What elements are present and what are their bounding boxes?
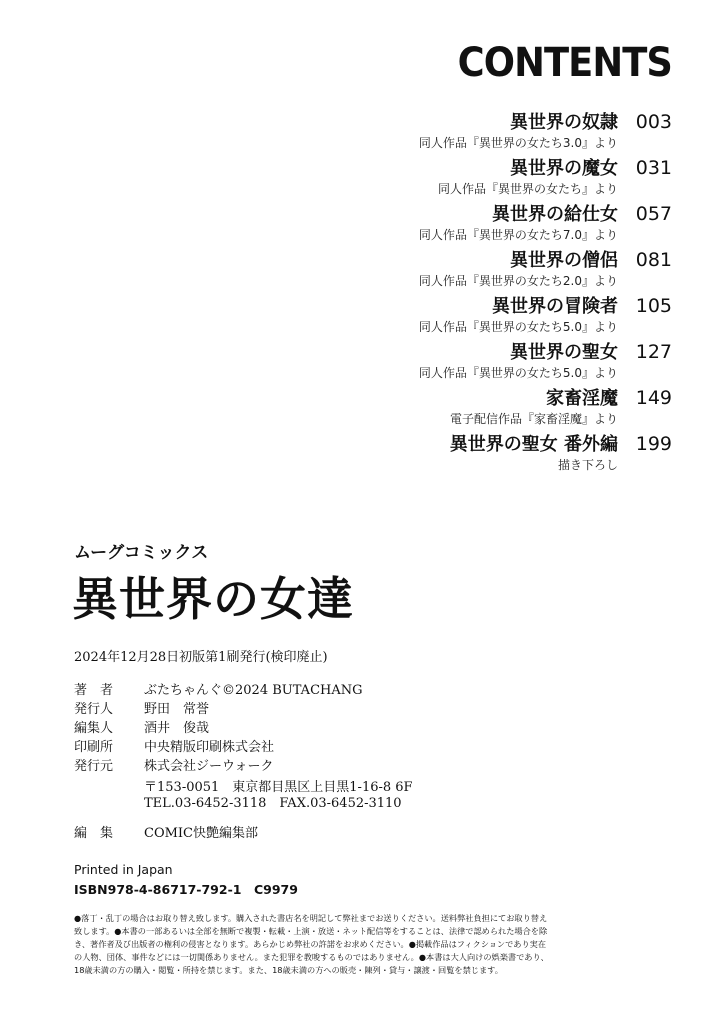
toc-title: 異世界の僧侶	[510, 250, 618, 271]
credit-role: 印刷所	[74, 740, 114, 755]
toc-page-number: 057	[635, 203, 672, 225]
credit-value: 野田 常誉	[144, 702, 210, 717]
legal-notice: ●落丁・乱丁の場合はお取り替え致します。購入された書店名を明記して弊社までお送りください。送料弊社負担にてお取り替え致します。●本書の一部あるいは全部を無断で複製・転載・上演・放送・ネット配信等をすることは、法律で認められた場合を除き、著作者及び出版者の権利の侵害となります。あらかじめ弊社の許諾をお求めください。●掲載作品はフィクションであり実在の人物、団体、事件などには一切関係ありません。また犯罪を教唆するものではありません。●本書は大人向けの娯楽書であり、18歳未満の方の購入・閲覧・所持を禁じます。また、18歳未満の方への販売・陳列・貸与・譲渡・回覧を禁じます。	[74, 913, 549, 975]
toc-source: 描き下ろし	[557, 458, 618, 472]
toc-entry	[252, 154, 672, 200]
toc-source: 同人作品『異世界の女たち7.0』より	[418, 228, 618, 242]
toc-title: 異世界の聖女	[510, 342, 618, 363]
toc-source: 同人作品『異世界の女たち』より	[437, 182, 618, 196]
credit-role: 編集人	[74, 721, 114, 736]
credit-role: 発行人	[74, 702, 114, 717]
colophon	[74, 646, 413, 841]
toc-source: 同人作品『異世界の女たち5.0』より	[418, 366, 618, 380]
credit-row	[74, 717, 413, 736]
table-of-contents	[252, 108, 672, 476]
printed-in: Printed in Japan	[74, 862, 173, 877]
toc-entry	[252, 430, 672, 476]
toc-page-number: 081	[635, 249, 672, 271]
credit-role: 発行元	[74, 759, 114, 774]
credit-role: 著 者	[74, 683, 114, 698]
toc-page-number: 003	[635, 111, 672, 133]
toc-title: 異世界の奴隷	[510, 112, 618, 133]
credit-role: 編 集	[74, 826, 114, 841]
toc-entry	[252, 292, 672, 338]
publication-date: 2024年12月28日初版第1刷発行(検印廃止)	[74, 650, 328, 665]
toc-page-number: 031	[635, 157, 672, 179]
toc-title: 異世界の聖女 番外編	[449, 434, 618, 455]
publisher-address	[144, 780, 413, 812]
toc-page-number: 149	[635, 387, 672, 409]
credit-row	[74, 755, 413, 774]
isbn: ISBN978-4-86717-792-1 C9979	[74, 882, 298, 897]
toc-entry	[252, 246, 672, 292]
credit-value: 中央精版印刷株式会社	[144, 740, 275, 755]
credit-value: COMIC快艶編集部	[144, 826, 258, 841]
editor-row	[74, 822, 413, 841]
toc-source: 同人作品『異世界の女たち2.0』より	[418, 274, 618, 288]
toc-source: 電子配信作品『家畜淫魔』より	[449, 412, 618, 426]
toc-title: 異世界の魔女	[510, 158, 618, 179]
toc-source: 同人作品『異世界の女たち3.0』より	[418, 136, 618, 150]
toc-entry	[252, 384, 672, 430]
toc-entry	[252, 338, 672, 384]
contents-heading: CONTENTS	[457, 40, 672, 86]
credit-value: 株式会社ジーウォーク	[144, 759, 274, 774]
credit-row	[74, 698, 413, 717]
toc-entry	[252, 108, 672, 154]
credit-value: ぶたちゃんぐ©2024 BUTACHANG	[144, 683, 363, 698]
toc-page-number: 199	[635, 433, 672, 455]
address-line: 〒153-0051 東京都目黒区上目黒1-16-8 6F	[144, 780, 413, 795]
toc-title: 異世界の冒険者	[492, 296, 618, 317]
phone-fax-line: TEL.03-6452-3118 FAX.03-6452-3110	[144, 796, 402, 811]
toc-entry	[252, 200, 672, 246]
toc-page-number: 127	[635, 341, 672, 363]
toc-title: 家畜淫魔	[546, 388, 618, 409]
toc-title: 異世界の給仕女	[492, 204, 618, 225]
book-title: 異世界の女達	[72, 572, 354, 626]
credit-value: 酒井 俊哉	[144, 721, 210, 736]
toc-page-number: 105	[635, 295, 672, 317]
toc-source: 同人作品『異世界の女たち5.0』より	[418, 320, 618, 334]
credit-row	[74, 679, 413, 698]
series-label: ムーグコミックス	[74, 543, 209, 563]
credit-row	[74, 736, 413, 755]
